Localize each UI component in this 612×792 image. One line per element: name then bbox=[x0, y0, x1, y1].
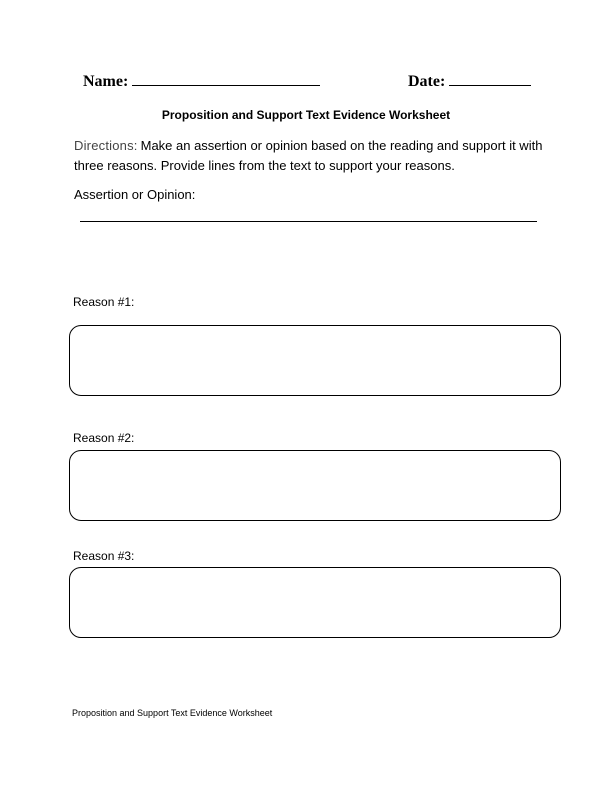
name-label: Name: bbox=[83, 73, 129, 90]
reason-3-answer-box[interactable] bbox=[69, 567, 561, 638]
directions-label: Directions: bbox=[74, 138, 138, 153]
reason-2-label: Reason #2: bbox=[73, 431, 135, 445]
date-blank-line[interactable] bbox=[449, 71, 531, 86]
directions-text: Make an assertion or opinion based on the reading and support it with three reasons. Provide lines from the text to support your reasons. bbox=[74, 138, 543, 173]
footer-text: Proposition and Support Text Evidence Worksheet bbox=[72, 708, 273, 718]
reason-1-answer-box[interactable] bbox=[69, 325, 561, 396]
worksheet-title: Proposition and Support Text Evidence Worksheet bbox=[161, 108, 451, 122]
date-label: Date: bbox=[408, 73, 446, 90]
assertion-label: Assertion or Opinion: bbox=[74, 187, 196, 202]
assertion-answer-line[interactable] bbox=[80, 221, 537, 222]
directions bbox=[74, 136, 544, 176]
reason-2-answer-box[interactable] bbox=[69, 450, 561, 521]
date-field bbox=[408, 71, 531, 91]
reason-1-label: Reason #1: bbox=[73, 295, 135, 309]
name-blank-line[interactable] bbox=[132, 71, 320, 86]
name-field bbox=[83, 71, 320, 91]
reason-3-label: Reason #3: bbox=[73, 549, 135, 563]
